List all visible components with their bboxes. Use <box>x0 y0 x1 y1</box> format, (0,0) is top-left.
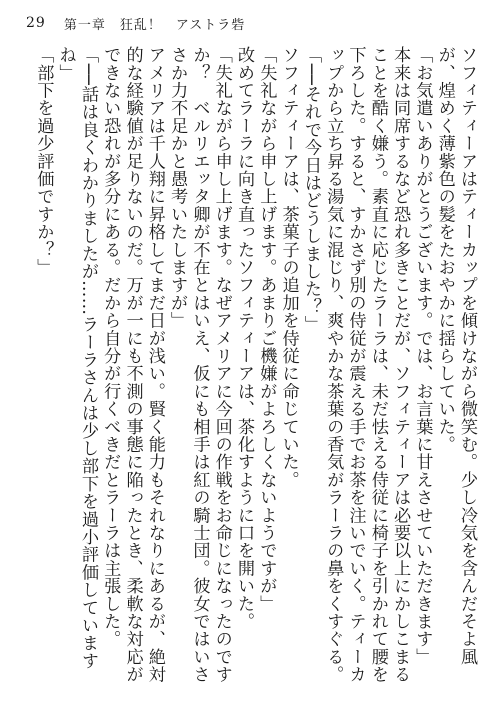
page-number: 29 <box>26 15 46 31</box>
paragraph-5: ソフィティーアは、茶菓子の追加を侍従に命じていた。 <box>278 46 299 489</box>
paragraph-6: 「失礼ながら申し上げます。あまりご機嫌がよろしくないようですが」 <box>256 46 277 613</box>
page-header <box>26 12 474 34</box>
novel-body-text <box>26 46 478 686</box>
paragraph-7: 改めてラーラに向き直ったソフィティーアは、茶化すように口を開いた。 <box>234 46 255 631</box>
paragraph-9: アメリアは千人翔に昇格してまだ日が浅い。賢く能力もそれなりにあるが、絶対的な経験値が足りないのだ。万が一にも不測の事態に陥ったとき、柔軟な対応ができない恐れが多分にある。だから自分が行くべきだとラーラは主張した。 <box>100 46 165 684</box>
paragraph-3: 本来は同席するなど恐れ多きことだが、ソフィティーアは必要以上にかしこまることを酷く嫌う。素直に応じたラーラは、未だ怯える侍従に椅子を引かれて腰を下ろした。すると、すかさず別の侍従が震える手でお茶を注いでいく。ティーカップから立ち昇る湯気に混じり、爽やかな茶葉の香気がラーラの鼻をくすぐる。 <box>323 46 411 684</box>
paragraph-10: 「──話は良くわかりましたが……ラーラさんは少し部下を過小評価していますね」 <box>55 46 98 670</box>
paragraph-8: 「失礼ながら申し上げます。なぜアメリアに今回の作戦をお命じになったのですか？ ベルリエッタ卿が不在とはいえ、仮にも相手は紅の騎士団。彼女ではいささか力不足かと愚考いたしますが」 <box>167 46 232 684</box>
paragraph-4: 「──それで今日はどうしました？」 <box>300 46 321 334</box>
paragraph-2: 「お気遣いありがとうございます。では、お言葉に甘えさせていただきます」 <box>412 46 433 666</box>
paragraph-11: 「部下を過少評価ですか？」 <box>33 46 54 277</box>
chapter-title: 第一章 狂乱！ アストラ砦 <box>63 17 246 33</box>
paragraph-1: ソフィティーアはティーカップを傾けながら微笑む。少し冷気を含んだそよ風が、煌めく薄紫色の髪をたおやかに揺らしていた。 <box>434 46 477 666</box>
